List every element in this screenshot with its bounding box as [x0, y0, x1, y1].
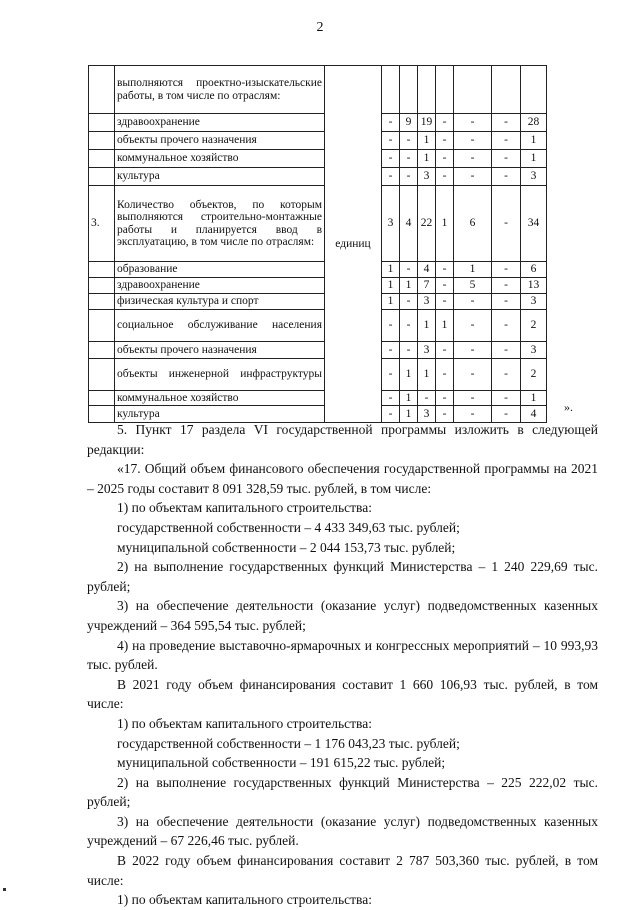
value-cell: 1 [454, 262, 492, 278]
value-cell: - [436, 262, 454, 278]
value-cell: - [382, 168, 400, 186]
paragraph: государственной собственности – 4 433 349,63 тыс. рублей; [117, 519, 460, 535]
table-row [89, 294, 547, 310]
value-cell: 1 [382, 262, 400, 278]
value-cell: - [436, 150, 454, 168]
unit-cell: единиц [325, 66, 382, 423]
value-cell: 13 [521, 278, 547, 294]
value-cell: 3 [382, 186, 400, 262]
table-row [89, 150, 547, 168]
value-cell: - [454, 391, 492, 406]
page-number: 2 [316, 20, 324, 35]
value-cell [454, 66, 492, 114]
row-name: объекты прочего назначения [115, 342, 325, 359]
value-cell: - [492, 132, 521, 150]
row-name: здравоохранение [115, 114, 325, 132]
value-cell: 1 [382, 278, 400, 294]
value-cell: - [400, 262, 418, 278]
value-cell: - [400, 150, 418, 168]
value-cell: - [436, 406, 454, 423]
value-cell: - [492, 278, 521, 294]
paragraph: 3) на обеспечение деятельности (оказание услуг) подведомственных казенных учреждений – 364 595,54 тыс. рублей; [87, 598, 598, 633]
value-cell: 1 [400, 406, 418, 423]
row-number [89, 262, 115, 278]
value-cell: - [382, 310, 400, 342]
value-cell: 3 [418, 294, 436, 310]
value-cell: - [382, 406, 400, 423]
value-cell: 3 [418, 406, 436, 423]
value-cell: - [454, 310, 492, 342]
row-number [89, 278, 115, 294]
value-cell: 1 [382, 294, 400, 310]
value-cell: 1 [521, 391, 547, 406]
value-cell: - [436, 294, 454, 310]
value-cell: - [382, 359, 400, 391]
row-name: образование [115, 262, 325, 278]
value-cell: - [400, 342, 418, 359]
value-cell: - [382, 132, 400, 150]
paragraph: 1) по объектам капитального строительства: [117, 892, 372, 908]
value-cell: 3 [521, 168, 547, 186]
value-cell: 28 [521, 114, 547, 132]
value-cell: 4 [400, 186, 418, 262]
value-cell: 22 [418, 186, 436, 262]
table-row [89, 391, 547, 406]
row-number [89, 391, 115, 406]
value-cell: - [454, 359, 492, 391]
paragraph: В 2021 году объем финансирования составит 1 660 106,93 тыс. рублей, в том числе: [87, 676, 598, 712]
value-cell: - [454, 132, 492, 150]
row-number [89, 150, 115, 168]
value-cell: 1 [400, 278, 418, 294]
document-body [87, 420, 598, 910]
value-cell: 1 [400, 359, 418, 391]
value-cell: 4 [521, 406, 547, 423]
value-cell: - [454, 294, 492, 310]
value-cell: - [382, 342, 400, 359]
value-cell: - [382, 391, 400, 406]
value-cell: 34 [521, 186, 547, 262]
value-cell: - [436, 114, 454, 132]
row-number [89, 359, 115, 391]
objects-table [88, 65, 547, 423]
value-cell: 9 [400, 114, 418, 132]
value-cell: 5 [454, 278, 492, 294]
value-cell: - [400, 168, 418, 186]
value-cell: 1 [521, 132, 547, 150]
value-cell: - [436, 342, 454, 359]
row-name: Количество объектов, по которым выполняются строительно-монтажные работы и планируется ввод в эксплуатацию, в том числе по отраслям: [115, 186, 325, 262]
paragraph: муниципальной собственности – 2 044 153,73 тыс. рублей; [117, 539, 456, 555]
paragraph: 5. Пункт 17 раздела VI государственной программы изложить в следующей редакции: [87, 422, 598, 457]
value-cell: - [454, 342, 492, 359]
row-number [89, 114, 115, 132]
value-cell: - [382, 150, 400, 168]
table-row [89, 262, 547, 278]
value-cell: 1 [436, 310, 454, 342]
table-row [89, 278, 547, 294]
value-cell [492, 66, 521, 114]
value-cell: - [454, 168, 492, 186]
table-closing-mark: ». [564, 400, 573, 414]
paragraph: 3) на обеспечение деятельности (оказание услуг) подведомственных казенных учреждений – 67 226,46 тыс. рублей. [87, 813, 598, 849]
value-cell: - [492, 150, 521, 168]
value-cell [521, 66, 547, 114]
row-name: физическая культура и спорт [115, 294, 325, 310]
value-cell: 6 [454, 186, 492, 262]
value-cell [382, 66, 400, 114]
value-cell: - [492, 342, 521, 359]
value-cell: - [454, 406, 492, 423]
table-row [89, 132, 547, 150]
value-cell: 1 [436, 186, 454, 262]
paragraph: В 2022 году объем финансирования составит 2 787 503,360 тыс. рублей, в том числе: [87, 853, 598, 888]
value-cell: - [492, 114, 521, 132]
value-cell: - [492, 294, 521, 310]
value-cell: - [400, 294, 418, 310]
table-row [89, 114, 547, 132]
row-name: социальное обслуживание населения [115, 310, 325, 342]
value-cell: 3 [418, 342, 436, 359]
value-cell: - [454, 150, 492, 168]
row-name: культура [115, 168, 325, 186]
value-cell: 19 [418, 114, 436, 132]
value-cell: - [436, 359, 454, 391]
value-cell: 3 [418, 168, 436, 186]
value-cell: - [418, 391, 436, 406]
value-cell: - [400, 132, 418, 150]
row-number [89, 310, 115, 342]
value-cell: 1 [400, 391, 418, 406]
row-number [89, 294, 115, 310]
value-cell: - [436, 391, 454, 406]
row-name: здравоохранение [115, 278, 325, 294]
value-cell: 4 [418, 262, 436, 278]
value-cell: - [492, 168, 521, 186]
value-cell: 6 [521, 262, 547, 278]
paragraph: 4) на проведение выставочно-ярмарочных и конгрессных мероприятий – 10 993,93 тыс. рублей. [87, 637, 598, 673]
paragraph: 2) на выполнение государственных функций Министерства – 1 240 229,69 тыс. рублей; [87, 559, 598, 594]
value-cell [400, 66, 418, 114]
table-row [89, 168, 547, 186]
row-name: коммунальное хозяйство [115, 391, 325, 406]
paragraph: муниципальной собственности – 191 615,22 тыс. рублей; [117, 755, 446, 771]
value-cell: 1 [418, 150, 436, 168]
paragraph: государственной собственности – 1 176 043,23 тыс. рублей; [117, 735, 460, 751]
value-cell: 3 [521, 342, 547, 359]
value-cell [436, 66, 454, 114]
paragraph: 1) по объектам капитального строительства: [117, 500, 372, 516]
row-number [89, 66, 115, 114]
value-cell: 2 [521, 359, 547, 391]
row-number [89, 342, 115, 359]
row-name: объекты прочего назначения [115, 132, 325, 150]
table-row [89, 310, 547, 342]
value-cell: - [436, 278, 454, 294]
row-name: коммунальное хозяйство [115, 150, 325, 168]
paragraph: 1) по объектам капитального строительства: [117, 715, 372, 731]
row-number: 3. [89, 186, 115, 262]
value-cell: - [492, 262, 521, 278]
value-cell: - [436, 132, 454, 150]
paragraph: «17. Общий объем финансового обеспечения государственной программы на 2021 – 2025 годы составит 8 091 328,59 тыс. рублей, в том числе: [87, 461, 598, 496]
value-cell: 1 [418, 132, 436, 150]
paragraph: 2) на выполнение государственных функций Министерства – 225 222,02 тыс. рублей; [87, 774, 598, 810]
value-cell [418, 66, 436, 114]
value-cell: 2 [521, 310, 547, 342]
value-cell: 3 [521, 294, 547, 310]
value-cell: - [382, 114, 400, 132]
value-cell: - [492, 186, 521, 262]
value-cell: 1 [418, 310, 436, 342]
value-cell: - [492, 391, 521, 406]
value-cell: - [400, 310, 418, 342]
row-name: объекты инженерной инфраструктуры [115, 359, 325, 391]
table-row [89, 186, 547, 262]
row-name: культура [115, 406, 325, 423]
value-cell: - [492, 406, 521, 423]
value-cell: - [436, 168, 454, 186]
table-row [89, 342, 547, 359]
row-number [89, 132, 115, 150]
row-name: выполняются проектно-изыскательские работы, в том числе по отраслям: [115, 66, 325, 114]
value-cell: 1 [521, 150, 547, 168]
table-row [89, 66, 547, 114]
value-cell: - [492, 310, 521, 342]
row-number [89, 168, 115, 186]
table-row [89, 359, 547, 391]
value-cell: - [454, 114, 492, 132]
value-cell: 7 [418, 278, 436, 294]
value-cell: 1 [418, 359, 436, 391]
value-cell: - [492, 359, 521, 391]
scan-dot [3, 888, 6, 891]
